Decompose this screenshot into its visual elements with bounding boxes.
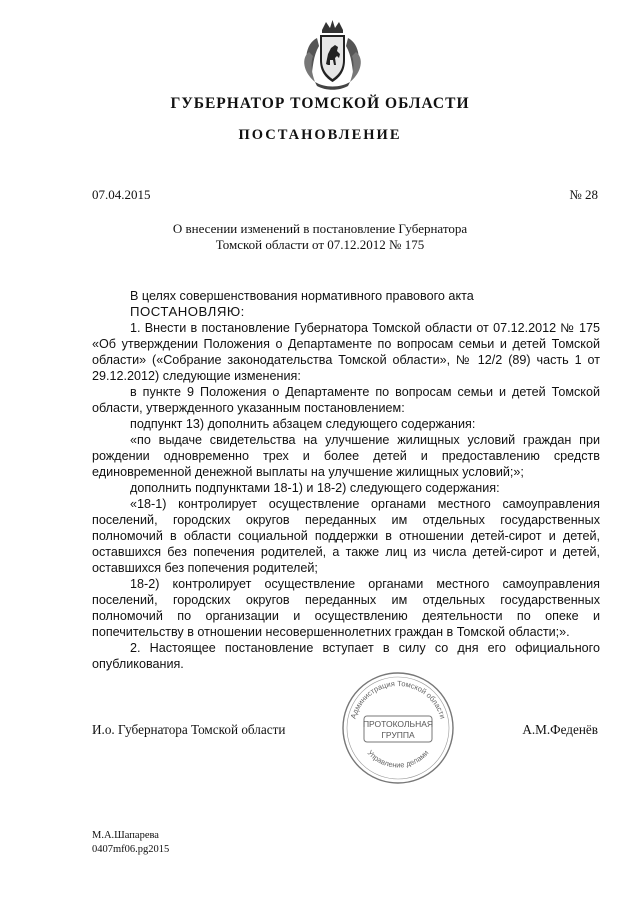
signatory-position: И.о. Губернатора Томской области — [92, 722, 286, 737]
body-paragraph: 18-2) контролирует осуществление органами местного самоуправления поселений, городских округов переданных им отдельных государственных полномочий по организации и осуществлению деятельности по опеке и попечительству в отношении несовершеннолетних граждан в Томской области;». — [92, 577, 600, 639]
executor-info — [92, 829, 169, 857]
official-stamp — [338, 668, 458, 788]
file-code: 0407mf06.pg2015 — [92, 844, 170, 855]
subject-line-2: Томской области от 07.12.2012 № 175 — [215, 237, 425, 252]
body-paragraph-resolve: ПОСТАНОВЛЯЮ: — [130, 304, 245, 319]
document-body — [92, 288, 600, 672]
body-paragraph: дополнить подпунктами 18-1) и 18-2) следующего содержания: — [130, 481, 500, 495]
svg-text:Управление делами — [366, 748, 431, 769]
document-number: № 28 — [569, 187, 598, 202]
body-paragraph: в пункте 9 Положения о Департаменте по вопросам семьи и детей Томской области, утвержденного указанным постановлением: — [92, 385, 600, 415]
body-paragraph: подпункт 13) дополнить абзацем следующего содержания: — [130, 417, 476, 431]
body-paragraph: 1. Внести в постановление Губернатора Томской области от 07.12.2012 № 175 «Об утверждении Положения о Департаменте по вопросам семьи и детей Томской области» («Собрание законодательства Томской области», № 12/2 (89) часть 1 от 29.12.2012) следующие изменения: — [92, 321, 600, 383]
document-type-title: ПОСТАНОВЛЕНИЕ — [238, 127, 402, 143]
document-authority-title: ГУБЕРНАТОР ТОМСКОЙ ОБЛАСТИ — [170, 95, 470, 112]
stamp-outer-text-bottom: Управление делами — [365, 748, 431, 770]
executor-name: М.А.Шапарева — [92, 830, 159, 841]
body-paragraph: «18-1) контролирует осуществление органами местного самоуправления поселений, городских округов переданных им отдельных государственных полномочий в области социальной поддержки в отношении детей-сирот и детей, оставшихся без попечения родителей, а также лиц из числа детей-сирот и детей, оставшихся без попечения родителей; — [92, 497, 600, 575]
stamp-inner-text-1: ПРОТОКОЛЬНАЯ — [362, 719, 434, 729]
document-date: 07.04.2015 — [92, 187, 151, 202]
stamp-inner-text-2: ГРУППА — [381, 730, 415, 740]
body-paragraph: «по выдаче свидетельства на улучшение жилищных условий граждан при рождении одновременно трех и более детей и предоставлению средств единовременной денежной выплаты на улучшение жилищных условий;»; — [92, 433, 600, 479]
document-subject — [0, 221, 640, 253]
subject-line-1: О внесении изменений в постановление Губернатора — [172, 221, 468, 236]
body-paragraph: В целях совершенствования нормативного правового акта — [130, 289, 474, 303]
signatory-name: А.М.Феденёв — [522, 722, 598, 737]
body-paragraph: 2. Настоящее постановление вступает в силу со дня его официального опубликования. — [92, 641, 600, 671]
coat-of-arms-emblem — [295, 18, 370, 93]
stamp-outer-text-top: Администрация Томской области — [348, 678, 448, 720]
